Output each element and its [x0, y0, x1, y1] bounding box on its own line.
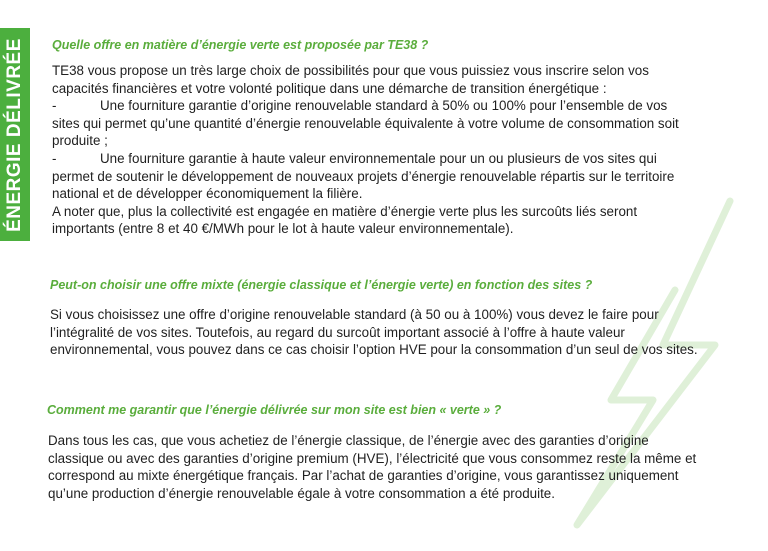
- bullet-line: [52, 150, 679, 168]
- text-line: A noter que, plus la collectivité est engagée en matière d’énergie verte plus les surcoûts liés seront: [52, 203, 638, 219]
- question-heading: Peut-on choisir une offre mixte (énergie classique et l’énergie verte) en fonction des sites ?: [50, 278, 593, 292]
- text-line: l’intégralité de vos sites. Toutefois, au regard du surcoût important associé à l’offre à haute valeur: [50, 324, 625, 340]
- text-line: correspond au mixte énergétique français. Par l’achat de garanties d’origine, vous garantissez uniquement: [48, 468, 679, 484]
- question-heading: Quelle offre en matière d’énergie verte est proposée par TE38 ?: [52, 38, 429, 52]
- text-line: Dans tous les cas, que vous achetiez de l’énergie classique, de l’énergie avec des garanties d’origine: [48, 433, 649, 448]
- bullet-text: Une fourniture garantie d’origine renouvelable standard à 50% ou 100% pour l’ensemble de vos: [100, 98, 668, 114]
- bullet-marker: -: [52, 150, 57, 166]
- text-line: environnemental, vous pouvez dans ce cas choisir l’option HVE pour la consommation d’un seul de vos sites.: [50, 342, 698, 358]
- text-line: capacités financières et votre volonté politique dans une démarche de transition énergétique :: [52, 80, 607, 96]
- text-line: permet de soutenir le développement de nouveaux projets d’énergie renouvelable répartis sur le territoire: [52, 168, 675, 184]
- question-heading: Comment me garantir que l’énergie délivrée sur mon site est bien « verte » ?: [47, 403, 502, 417]
- answer-paragraph: [52, 62, 679, 238]
- answer-paragraph: [50, 306, 698, 359]
- side-tab-label: ÉNERGIE DÉLIVRÉE: [4, 37, 25, 232]
- text-line: Si vous choisissez une offre d’origine renouvelable standard (à 50 ou à 100%) vous devez le faire pour: [50, 307, 659, 322]
- text-line: importants (entre 8 et 40 €/MWh pour le lot à haute valeur environnementale).: [52, 221, 514, 237]
- section-side-tab: [0, 28, 30, 241]
- bullet-marker: -: [52, 98, 57, 114]
- answer-paragraph: [48, 432, 696, 502]
- bullet-text: Une fourniture garantie à haute valeur environnementale pour un ou plusieurs de vos sites qui: [100, 150, 657, 166]
- bullet-line: [52, 97, 679, 115]
- text-line: sites qui permet qu’une quantité d’énergie renouvelable équivalente à votre volume de consommation soit: [52, 115, 679, 131]
- text-line: national et de développer économiquement la filière.: [52, 186, 363, 202]
- text-line: TE38 vous propose un très large choix de possibilités pour que vous puissiez vous inscrire selon vos: [52, 63, 649, 78]
- text-line: classique ou avec des garanties d’origine premium (HVE), l’électricité que vous consommez reste la même et: [48, 450, 697, 466]
- text-line: produite ;: [52, 133, 108, 149]
- text-line: qu’une production d’énergie renouvelable égale à votre consommation a été produite.: [48, 485, 555, 501]
